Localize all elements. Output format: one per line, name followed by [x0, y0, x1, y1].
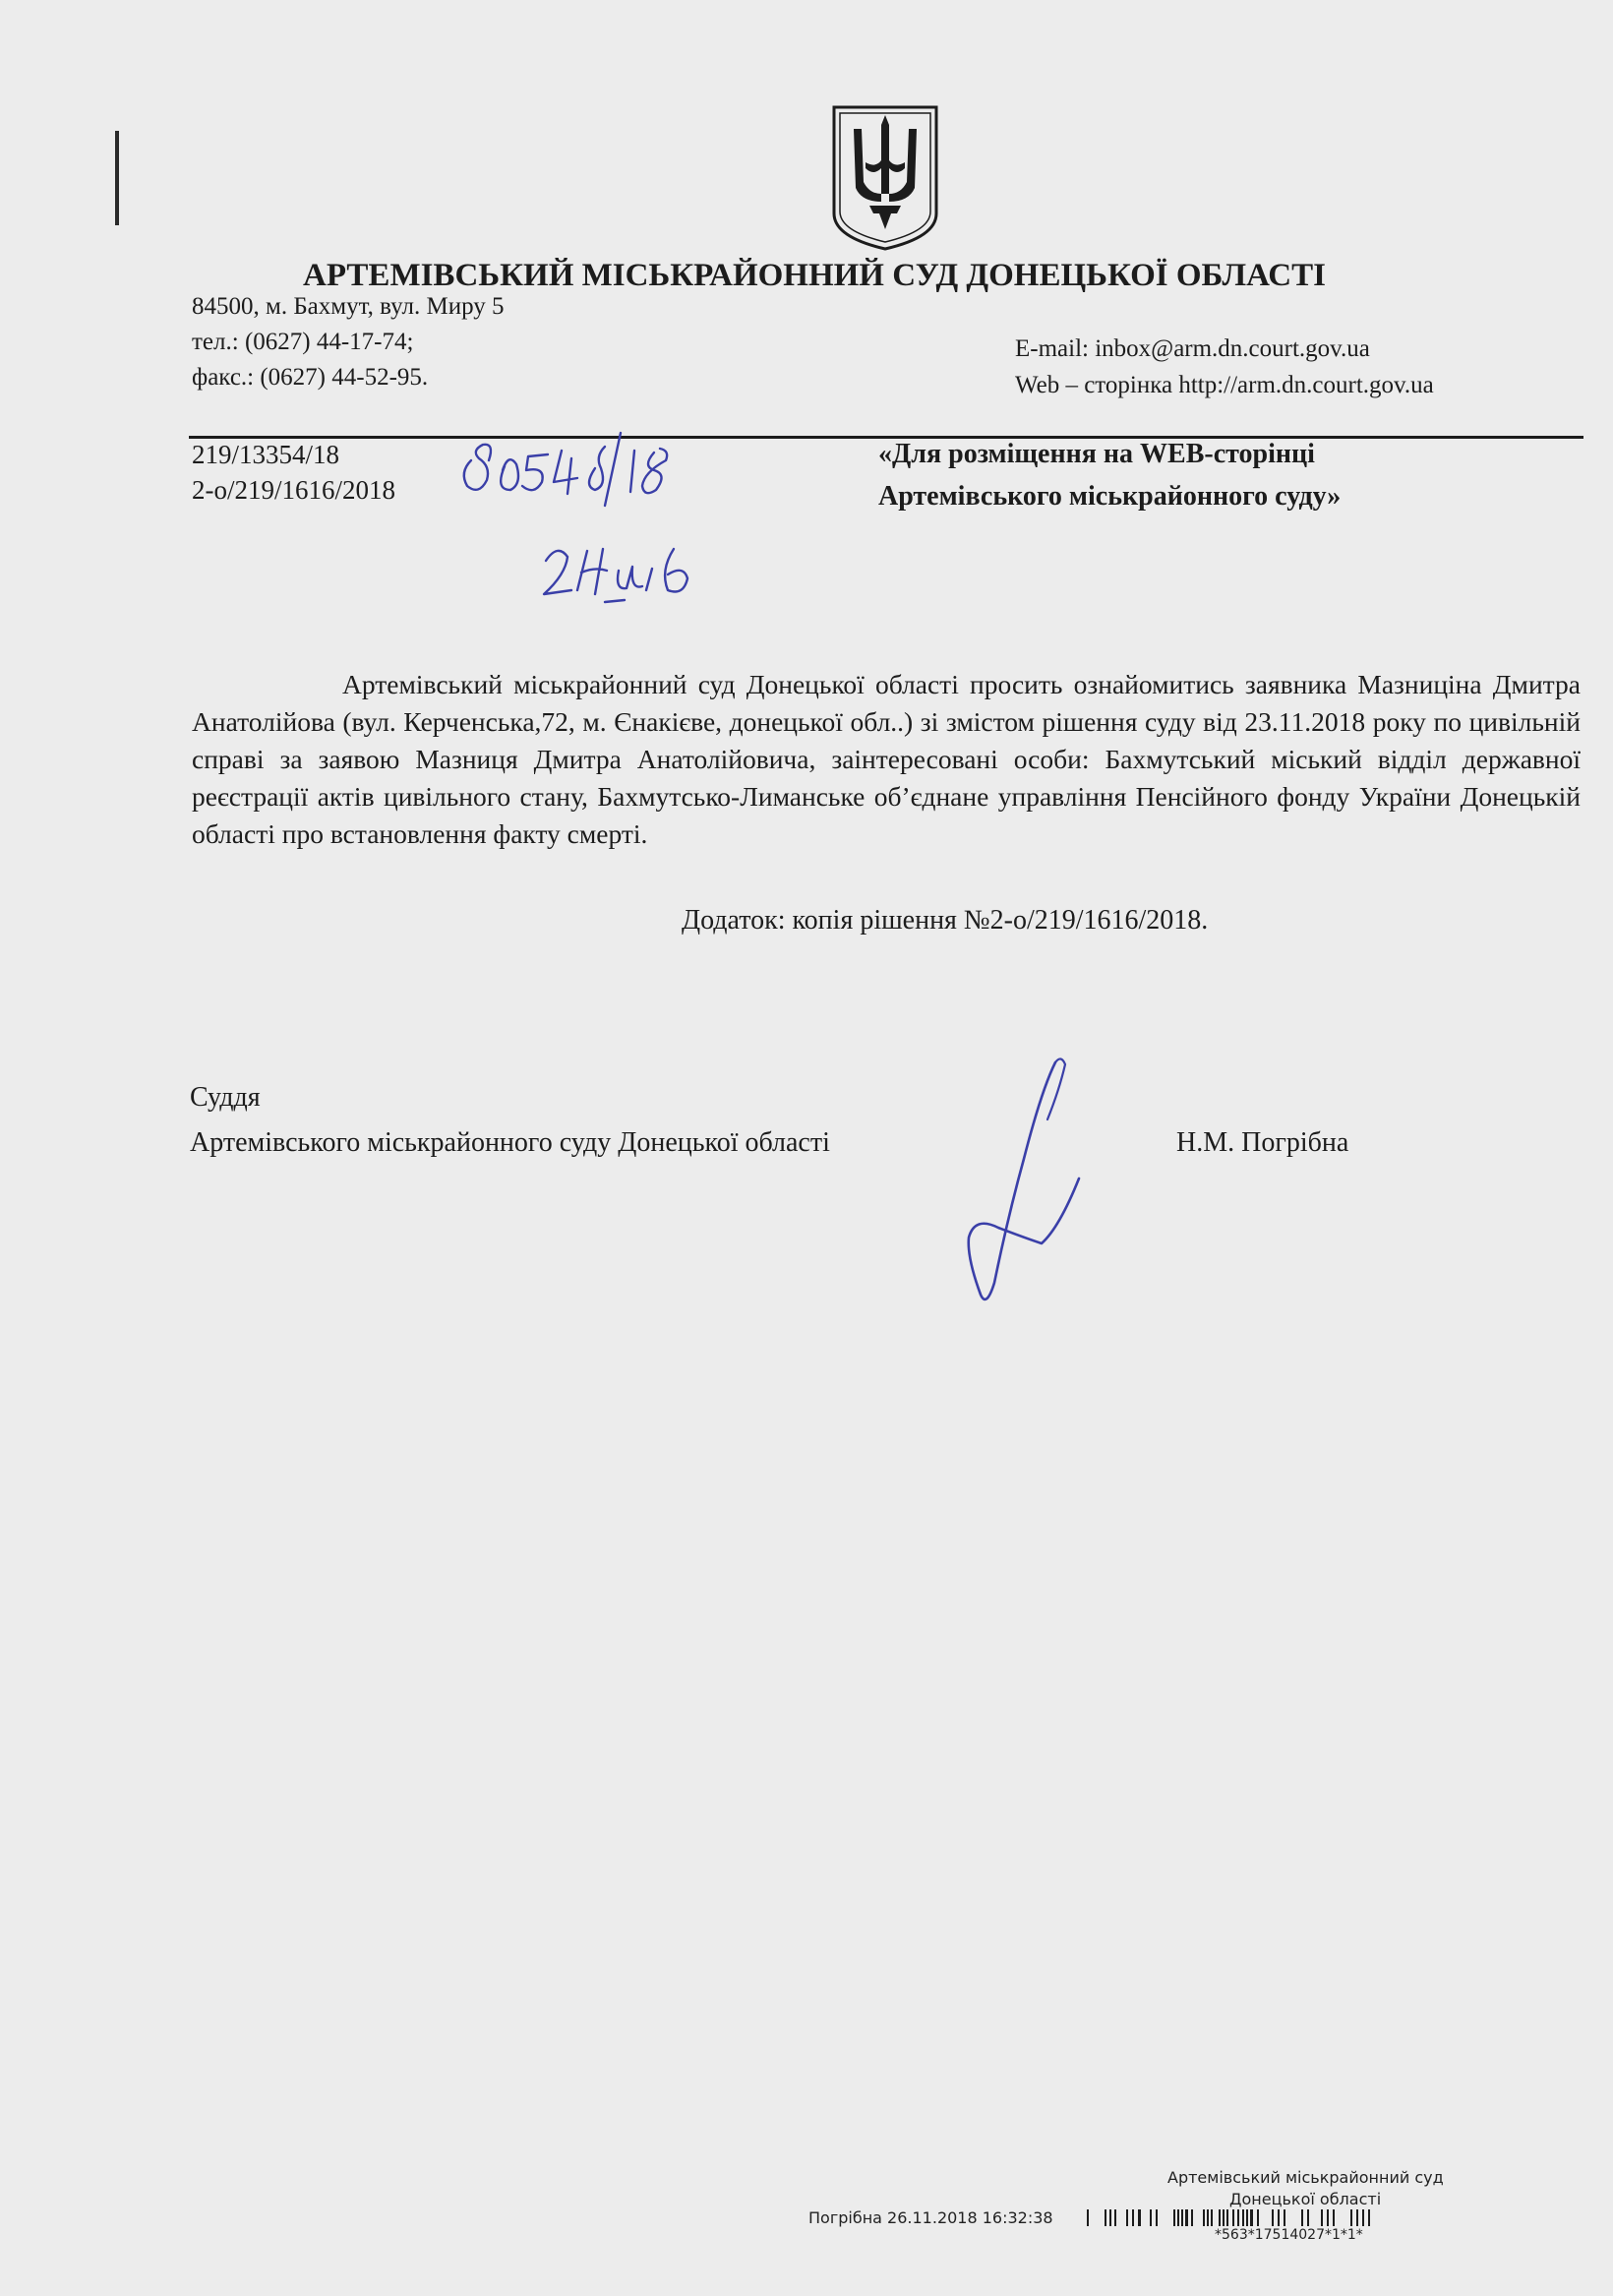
handwritten-date — [536, 531, 738, 610]
attachment-note: Додаток: копія рішення №2-о/219/1616/2018. — [682, 905, 1209, 936]
court-name-heading: АРТЕМІВСЬКИЙ МІСЬКРАЙОННИЙ СУД ДОНЕЦЬКОЇ ОБЛАСТІ — [303, 258, 1326, 293]
scan-edge-mark — [115, 131, 119, 225]
proceeding-number: 2-о/219/1616/2018 — [192, 475, 395, 505]
web-publication-note-line1: «Для розміщення на WEB-сторінці — [878, 439, 1315, 469]
court-phone: тел.: (0627) 44-17-74; — [192, 329, 414, 355]
judge-court: Артемівського міськрайонного суду Донецької області — [190, 1127, 830, 1158]
letter-paragraph: Артемівський міськрайонний суд Донецької області просить ознайомитись заявника Мазниціна Дмитра Анатолійова (вул. Керченська,72, м. Єнакієве, донецької обл..) зі змістом рішення суду від 23.11.2018 року по цивільній справі за заявою Мазниця Дмитра Анатолійовича, заінтересовані особи: Бахмутський міський відділ державної реєстрації актів цивільного стану, Бахмутсько-Лиманське об’єднане управління Пенсійного фонду України Донецькій області про встановлення факту смерті. — [192, 669, 1581, 849]
web-publication-note-line2: Артемівського міськрайонного суду» — [878, 481, 1342, 512]
judge-signature — [959, 1051, 1097, 1321]
judge-position: Суддя — [190, 1082, 261, 1113]
letter-body — [192, 666, 1581, 853]
court-email: E-mail: inbox@arm.dn.court.gov.ua — [1015, 335, 1370, 362]
barcode-number: *563*17514027*1*1* — [1215, 2227, 1363, 2243]
document-barcode — [1085, 2208, 1547, 2228]
case-number: 219/13354/18 — [192, 440, 340, 469]
stamp-registration-timestamp: Погрібна 26.11.2018 16:32:38 — [808, 2208, 1053, 2227]
judge-name: Н.М. Погрібна — [1176, 1127, 1349, 1158]
coat-of-arms-tryzub-icon — [826, 103, 944, 251]
stamp-court-line2: Донецької області — [1229, 2190, 1382, 2208]
court-address: 84500, м. Бахмут, вул. Миру 5 — [192, 293, 505, 320]
handwritten-registration-number — [457, 421, 693, 510]
court-fax: факс.: (0627) 44-52-95. — [192, 364, 429, 391]
stamp-court-line1: Артемівський міськрайонний суд — [1167, 2168, 1444, 2187]
court-website: Web – сторінка http://arm.dn.court.gov.ua — [1015, 372, 1434, 398]
